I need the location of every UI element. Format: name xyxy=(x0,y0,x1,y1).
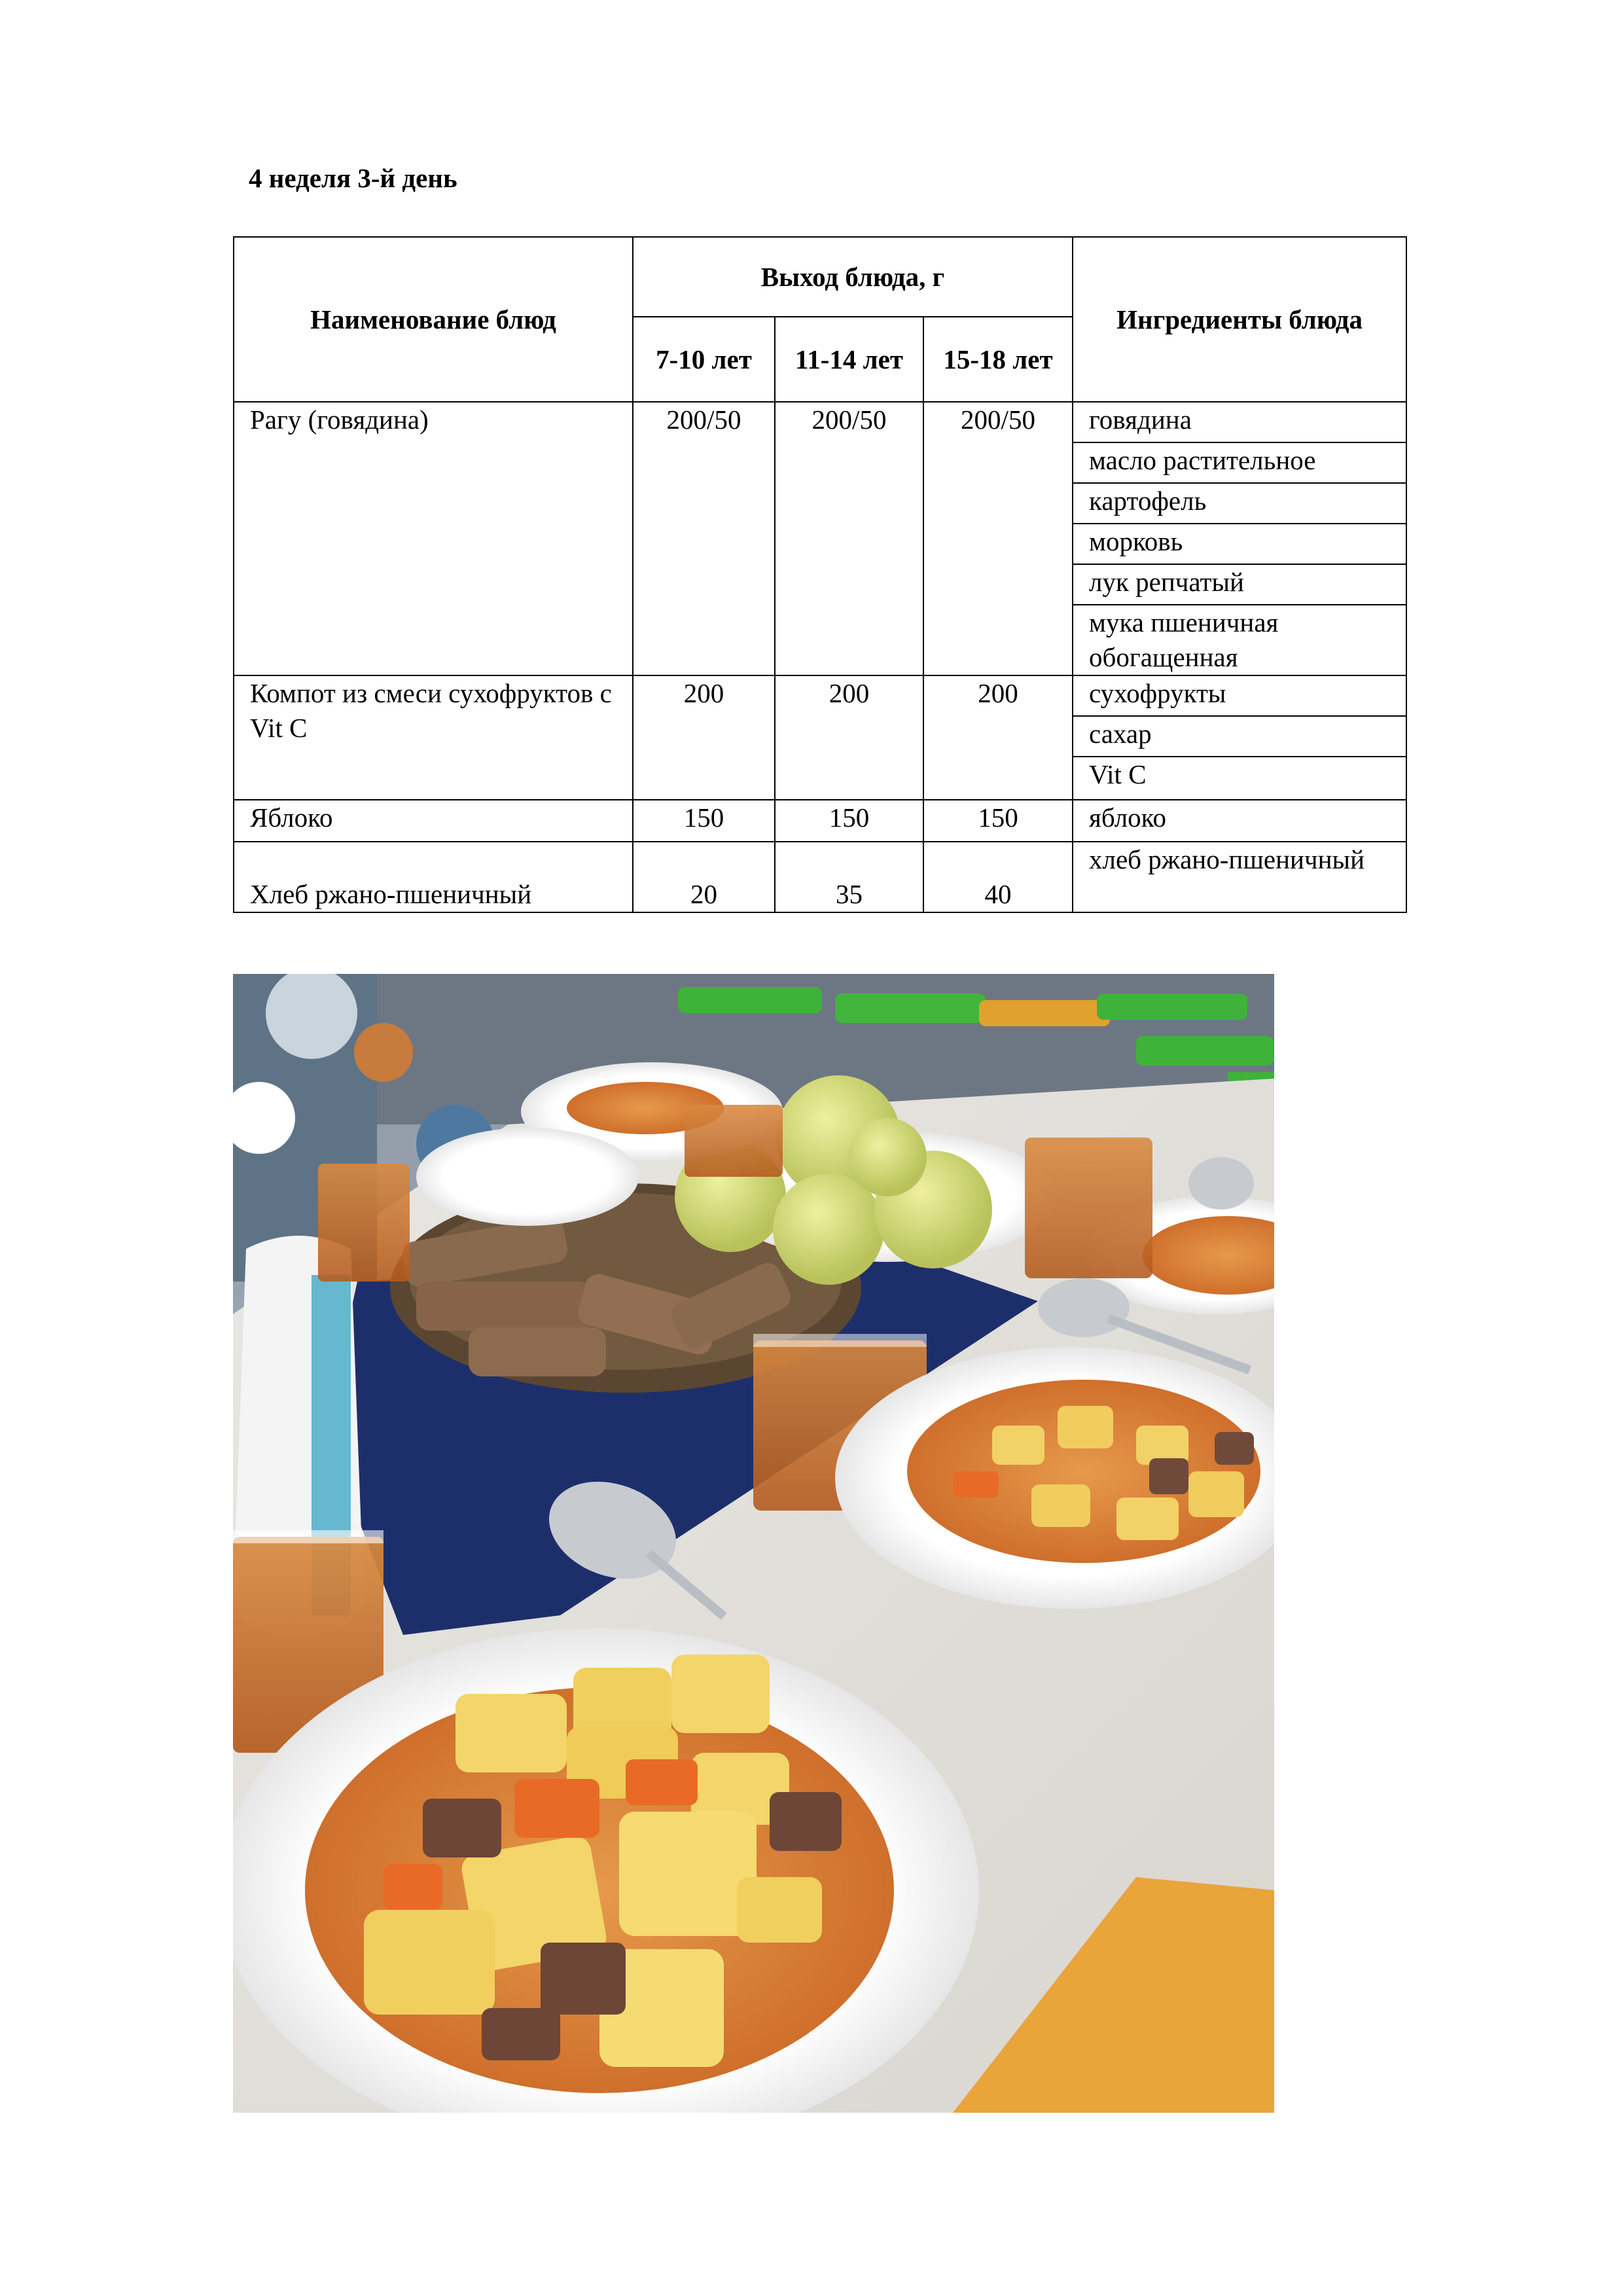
yield-value: 20 xyxy=(633,842,775,912)
ingredient: мука пшеничная обогащенная xyxy=(1073,605,1406,675)
yield-value: 35 xyxy=(775,842,923,912)
ingredient: сахар xyxy=(1073,716,1406,757)
header-age-11-14: 11-14 лет xyxy=(775,317,923,402)
yield-value: 150 xyxy=(923,800,1073,842)
yield-value: 200/50 xyxy=(923,402,1073,675)
ingredient: лук репчатый xyxy=(1073,564,1406,605)
header-yield: Выход блюда, г xyxy=(633,237,1073,317)
ingredient: картофель xyxy=(1073,483,1406,524)
yield-value: 200 xyxy=(923,675,1073,800)
yield-value: 150 xyxy=(633,800,775,842)
header-dish-name: Наименование блюд xyxy=(234,237,633,402)
ingredient: хлеб ржано-пшеничный xyxy=(1073,842,1406,912)
ingredient: морковь xyxy=(1073,524,1406,564)
page-title: 4 неделя 3-й день xyxy=(249,163,457,193)
ingredient: яблоко xyxy=(1073,800,1406,842)
header-age-7-10: 7-10 лет xyxy=(633,317,775,402)
dish-name: Яблоко xyxy=(234,800,633,842)
yield-value: 200/50 xyxy=(775,402,923,675)
dish-name: Рагу (говядина) xyxy=(234,402,633,675)
dish-name: Хлеб ржано-пшеничный xyxy=(234,842,633,912)
ingredient: масло растительное xyxy=(1073,442,1406,483)
header-age-15-18: 15-18 лет xyxy=(923,317,1073,402)
ingredient: говядина xyxy=(1073,402,1406,442)
meal-photo xyxy=(233,974,1274,2113)
yield-value: 200 xyxy=(633,675,775,800)
menu-table xyxy=(233,236,1407,913)
yield-value: 200/50 xyxy=(633,402,775,675)
yield-value: 150 xyxy=(775,800,923,842)
yield-value: 200 xyxy=(775,675,923,800)
ingredient: Vit C xyxy=(1073,757,1406,800)
ingredient: сухофрукты xyxy=(1073,675,1406,716)
header-ingredients: Ингредиенты блюда xyxy=(1073,237,1406,402)
dish-name: Компот из смеси сухофруктов с Vit C xyxy=(234,675,633,800)
yield-value: 40 xyxy=(923,842,1073,912)
